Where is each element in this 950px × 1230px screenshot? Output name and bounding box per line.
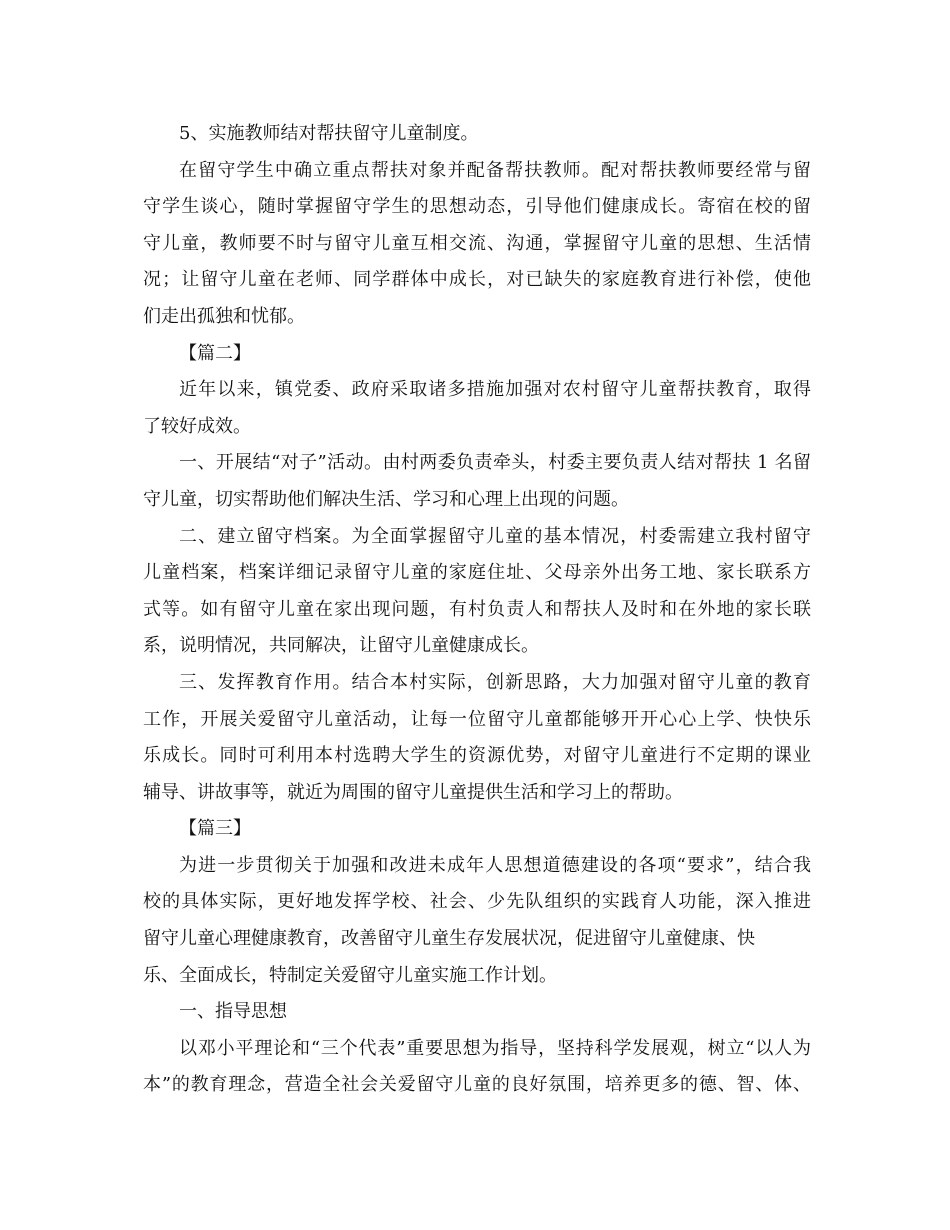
text-line: 辅导、讲故事等，就近为周围的留守儿童提供生活和学习上的帮助。 (143, 781, 683, 803)
text-line: 本”的教育理念，营造全社会关爱留守儿童的良好氛围，培养更多的德、智、体、 (143, 1074, 811, 1096)
text-line: 近年以来，镇党委、政府采取诸多措施加强对农村留守儿童帮扶教育，取得 (179, 379, 811, 401)
text-line: 【篇三】 (179, 818, 251, 840)
text-line: 乐、全面成长，特制定关爱留守儿童实施工作计划。 (143, 964, 557, 986)
paragraph-heading-5 (143, 116, 811, 153)
paragraph-education-role (143, 665, 811, 811)
text-line: 5、实施教师结对帮扶留守儿童制度。 (179, 123, 479, 144)
text-line: 工作，开展关爱留守儿童活动，让每一位留守儿童都能够开开心心上学、快快乐 (143, 708, 811, 730)
text-line: 校的具体实际，更好地发挥学校、社会、少先队组织的实践育人功能，深入推进 (143, 891, 811, 913)
section-heading-part-two (143, 336, 811, 373)
paragraph-teacher-pairing (143, 153, 811, 336)
paragraph-intro-part-three (143, 848, 811, 994)
paragraph-intro-part-two (143, 372, 811, 445)
section-heading-part-three (143, 811, 811, 848)
text-line: 儿童档案，档案详细记录留守儿童的家庭住址、父母亲外出务工地、家长联系方 (143, 562, 811, 584)
text-line: 留守儿童心理健康教育，改善留守儿童生存发展状况，促进留守儿童健康、快 (143, 928, 755, 950)
text-line: 一、指导思想 (179, 1001, 287, 1023)
text-line: 【篇二】 (179, 342, 251, 364)
document-body (143, 116, 811, 1104)
text-line: 系，说明情况，共同解决，让留守儿童健康成长。 (143, 635, 539, 657)
text-line: 在留守学生中确立重点帮扶对象并配备帮扶教师。配对帮扶教师要经常与留 (179, 159, 811, 181)
text-line: 了较好成效。 (143, 415, 251, 437)
text-line: 二、建立留守档案。为全面掌握留守儿童的基本情况，村委需建立我村留守 (179, 525, 811, 547)
text-line: 乐成长。同时可利用本村选聘大学生的资源优势，对留守儿童进行不定期的课业 (143, 745, 811, 767)
text-line: 守学生谈心，随时掌握留守学生的思想动态，引导他们健康成长。寄宿在校的留 (143, 196, 811, 218)
text-line: 况；让留守儿童在老师、同学群体中成长，对已缺失的家庭教育进行补偿，使他 (143, 269, 811, 291)
text-line: 一、开展结“对子”活动。由村两委负责牵头，村委主要负责人结对帮扶 1 名留 (179, 452, 811, 474)
subheading-guiding-ideology (143, 994, 811, 1031)
text-line: 三、发挥教育作用。结合本村实际，创新思路，大力加强对留守儿童的教育 (179, 671, 811, 693)
paragraph-guiding-ideology (143, 1031, 811, 1104)
text-line: 守儿童，教师要不时与留守儿童互相交流、沟通，掌握留守儿童的思想、生活情 (143, 232, 811, 254)
text-line: 守儿童，切实帮助他们解决生活、学习和心理上出现的问题。 (143, 488, 629, 510)
text-line: 以邓小平理论和“三个代表”重要思想为指导，坚持科学发展观，树立“以人为 (179, 1037, 811, 1059)
text-line: 们走出孤独和忧郁。 (143, 305, 305, 327)
text-line: 为进一步贯彻关于加强和改进未成年人思想道德建设的各项“要求”，结合我 (179, 854, 811, 876)
paragraph-archives (143, 519, 811, 665)
text-line: 式等。如有留守儿童在家出现问题，有村负责人和帮扶人及时和在外地的家长联 (143, 598, 811, 620)
paragraph-pairing-activity (143, 445, 811, 518)
